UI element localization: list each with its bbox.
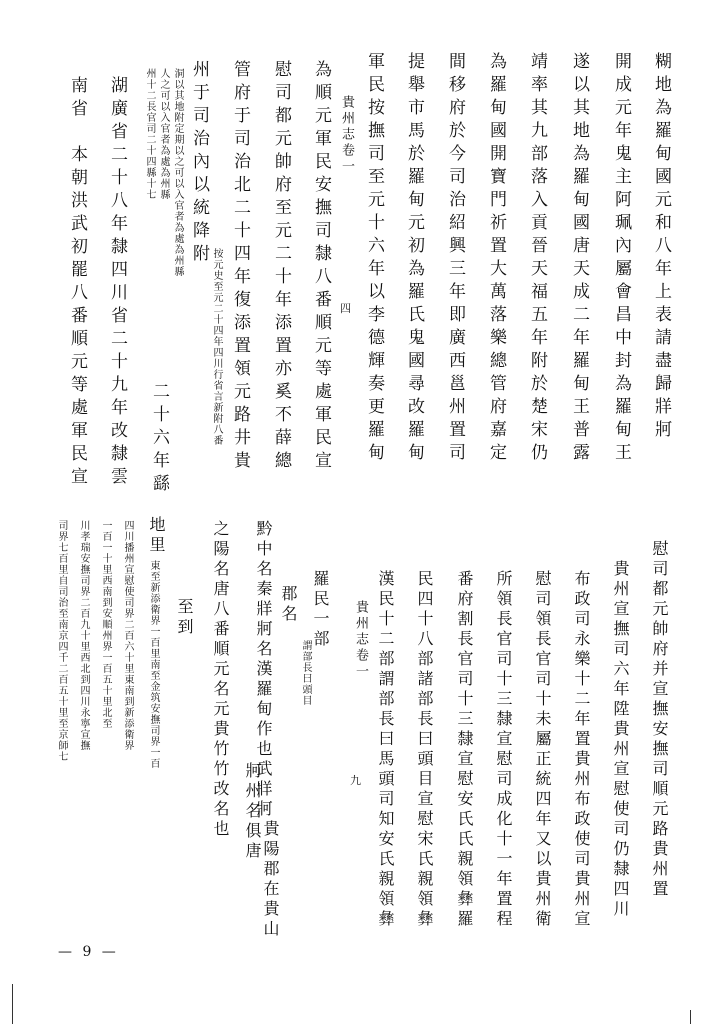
place-name-column: 貴陽郡在貴山 [261, 820, 280, 940]
folio: 四 [340, 302, 351, 315]
annotation-note: 按元史至元二十四年四川行省言新附八番 [211, 248, 222, 446]
body-column: 靖率其九部落入貢晉天福五年附於楚宋仍 [527, 52, 547, 466]
annotation-note: 人之可以入官者為處為州縣 [158, 68, 169, 200]
distance-column: 川孝瑞安撫司界二百九十里西北到四川永寧宣撫 [78, 520, 89, 751]
body-column: 管府于司治北二十四年復添置領元路井貴 [230, 60, 250, 474]
distance-column: 四川播州宣慰使司界二百六十里東南到新添衛界 [122, 520, 133, 751]
section-title: 地里 [147, 516, 166, 556]
body-column: 慰司都元帥府至元二十年添置亦奚不薛總 [271, 60, 291, 474]
body-column: 間移府於今司治紹興三年即廣西邕州置司 [445, 52, 465, 466]
section-title: 郡名 [279, 585, 298, 625]
section-title: 至到 [175, 598, 194, 638]
body-column: 慰司領長官司十未屬正統四年又以貴州衛 [533, 570, 552, 930]
distance-column: 司界七百里自司治至南京四千二百五十里至京師七 [56, 520, 67, 762]
body-column: 州于司治內以統降附 [189, 60, 209, 267]
body-column: 為順元軍民安撫司隸八番順元等處軍民宣 [311, 60, 331, 474]
place-name-column: 黔中名秦牂牁名漢羅甸作也武牂牁 [254, 520, 273, 820]
place-name-column: 之陽名唐八番順元名元貴竹竹改名也 [211, 520, 230, 840]
body-column: 遂以其地為羅甸國唐天成二年羅甸王普露 [569, 52, 589, 466]
body-column: 湖廣省二十八年隸四川省二十九年改隸雲 [107, 76, 127, 490]
annotation-note: 謂部長曰頭目 [300, 640, 311, 706]
scan-edge-mark [12, 984, 13, 1024]
body-column: 為羅甸國開寶門祈置大萬落樂總管府嘉定 [486, 52, 506, 466]
scan-edge-mark [690, 1010, 691, 1024]
body-column: 糊地為羅甸國元和八年上表請盡歸牂牁 [651, 52, 671, 443]
place-name-column: 牁州名俱唐 [243, 762, 262, 862]
distance-column: 一百一十里西南到安順州界一百五十里北至 [100, 520, 111, 729]
body-column: 所領長官司十三隸宣慰司成化十一年置程 [494, 570, 513, 930]
body-column: 二十六年繇 [149, 382, 169, 497]
body-column: 番府割長官司十三隸宣慰安氏氏親領彝羅 [455, 570, 474, 930]
page-number: — 9 — [58, 944, 119, 960]
running-head: 貴州志卷一 [339, 95, 354, 175]
body-column: 貴州宣撫司六年陞貴州宣慰使司仍隸四川 [611, 560, 630, 920]
body-column: 布政司永樂十二年置貴州布政使司貴州宣 [572, 570, 591, 930]
subhead: 羅民一部 [311, 570, 330, 650]
body-column: 慰司都元帥府并宣撫安撫司順元路貴州置 [650, 540, 669, 900]
body-column: 軍民按撫司至元十六年以李德輝奏更羅甸 [364, 52, 384, 466]
body-column: 提舉市馬於羅甸元初為羅氏鬼國尋改羅甸 [404, 52, 424, 466]
body-column: 民四十八部諸部長曰頭目宣慰宋氏親領彝 [415, 570, 434, 930]
distance-column: 東至新添衛界一百里南至金筑安撫司界一百 [148, 560, 159, 769]
folio: 九 [350, 774, 361, 787]
annotation-note: 洞以其地附定期以之可以入官者為處為州縣 [172, 68, 183, 277]
running-head: 貴州志卷一 [353, 600, 368, 680]
body-column: 漢民十二部謂部長曰馬頭司知安氏親領彝 [376, 570, 395, 930]
body-column: 開成元年鬼主阿珮內屬會昌中封為羅甸王 [611, 52, 631, 466]
annotation-note: 州十二長官司二十四縣十七 [144, 68, 155, 200]
body-column: 南省 本朝洪武初罷八番順元等處軍民宣 [67, 76, 87, 490]
